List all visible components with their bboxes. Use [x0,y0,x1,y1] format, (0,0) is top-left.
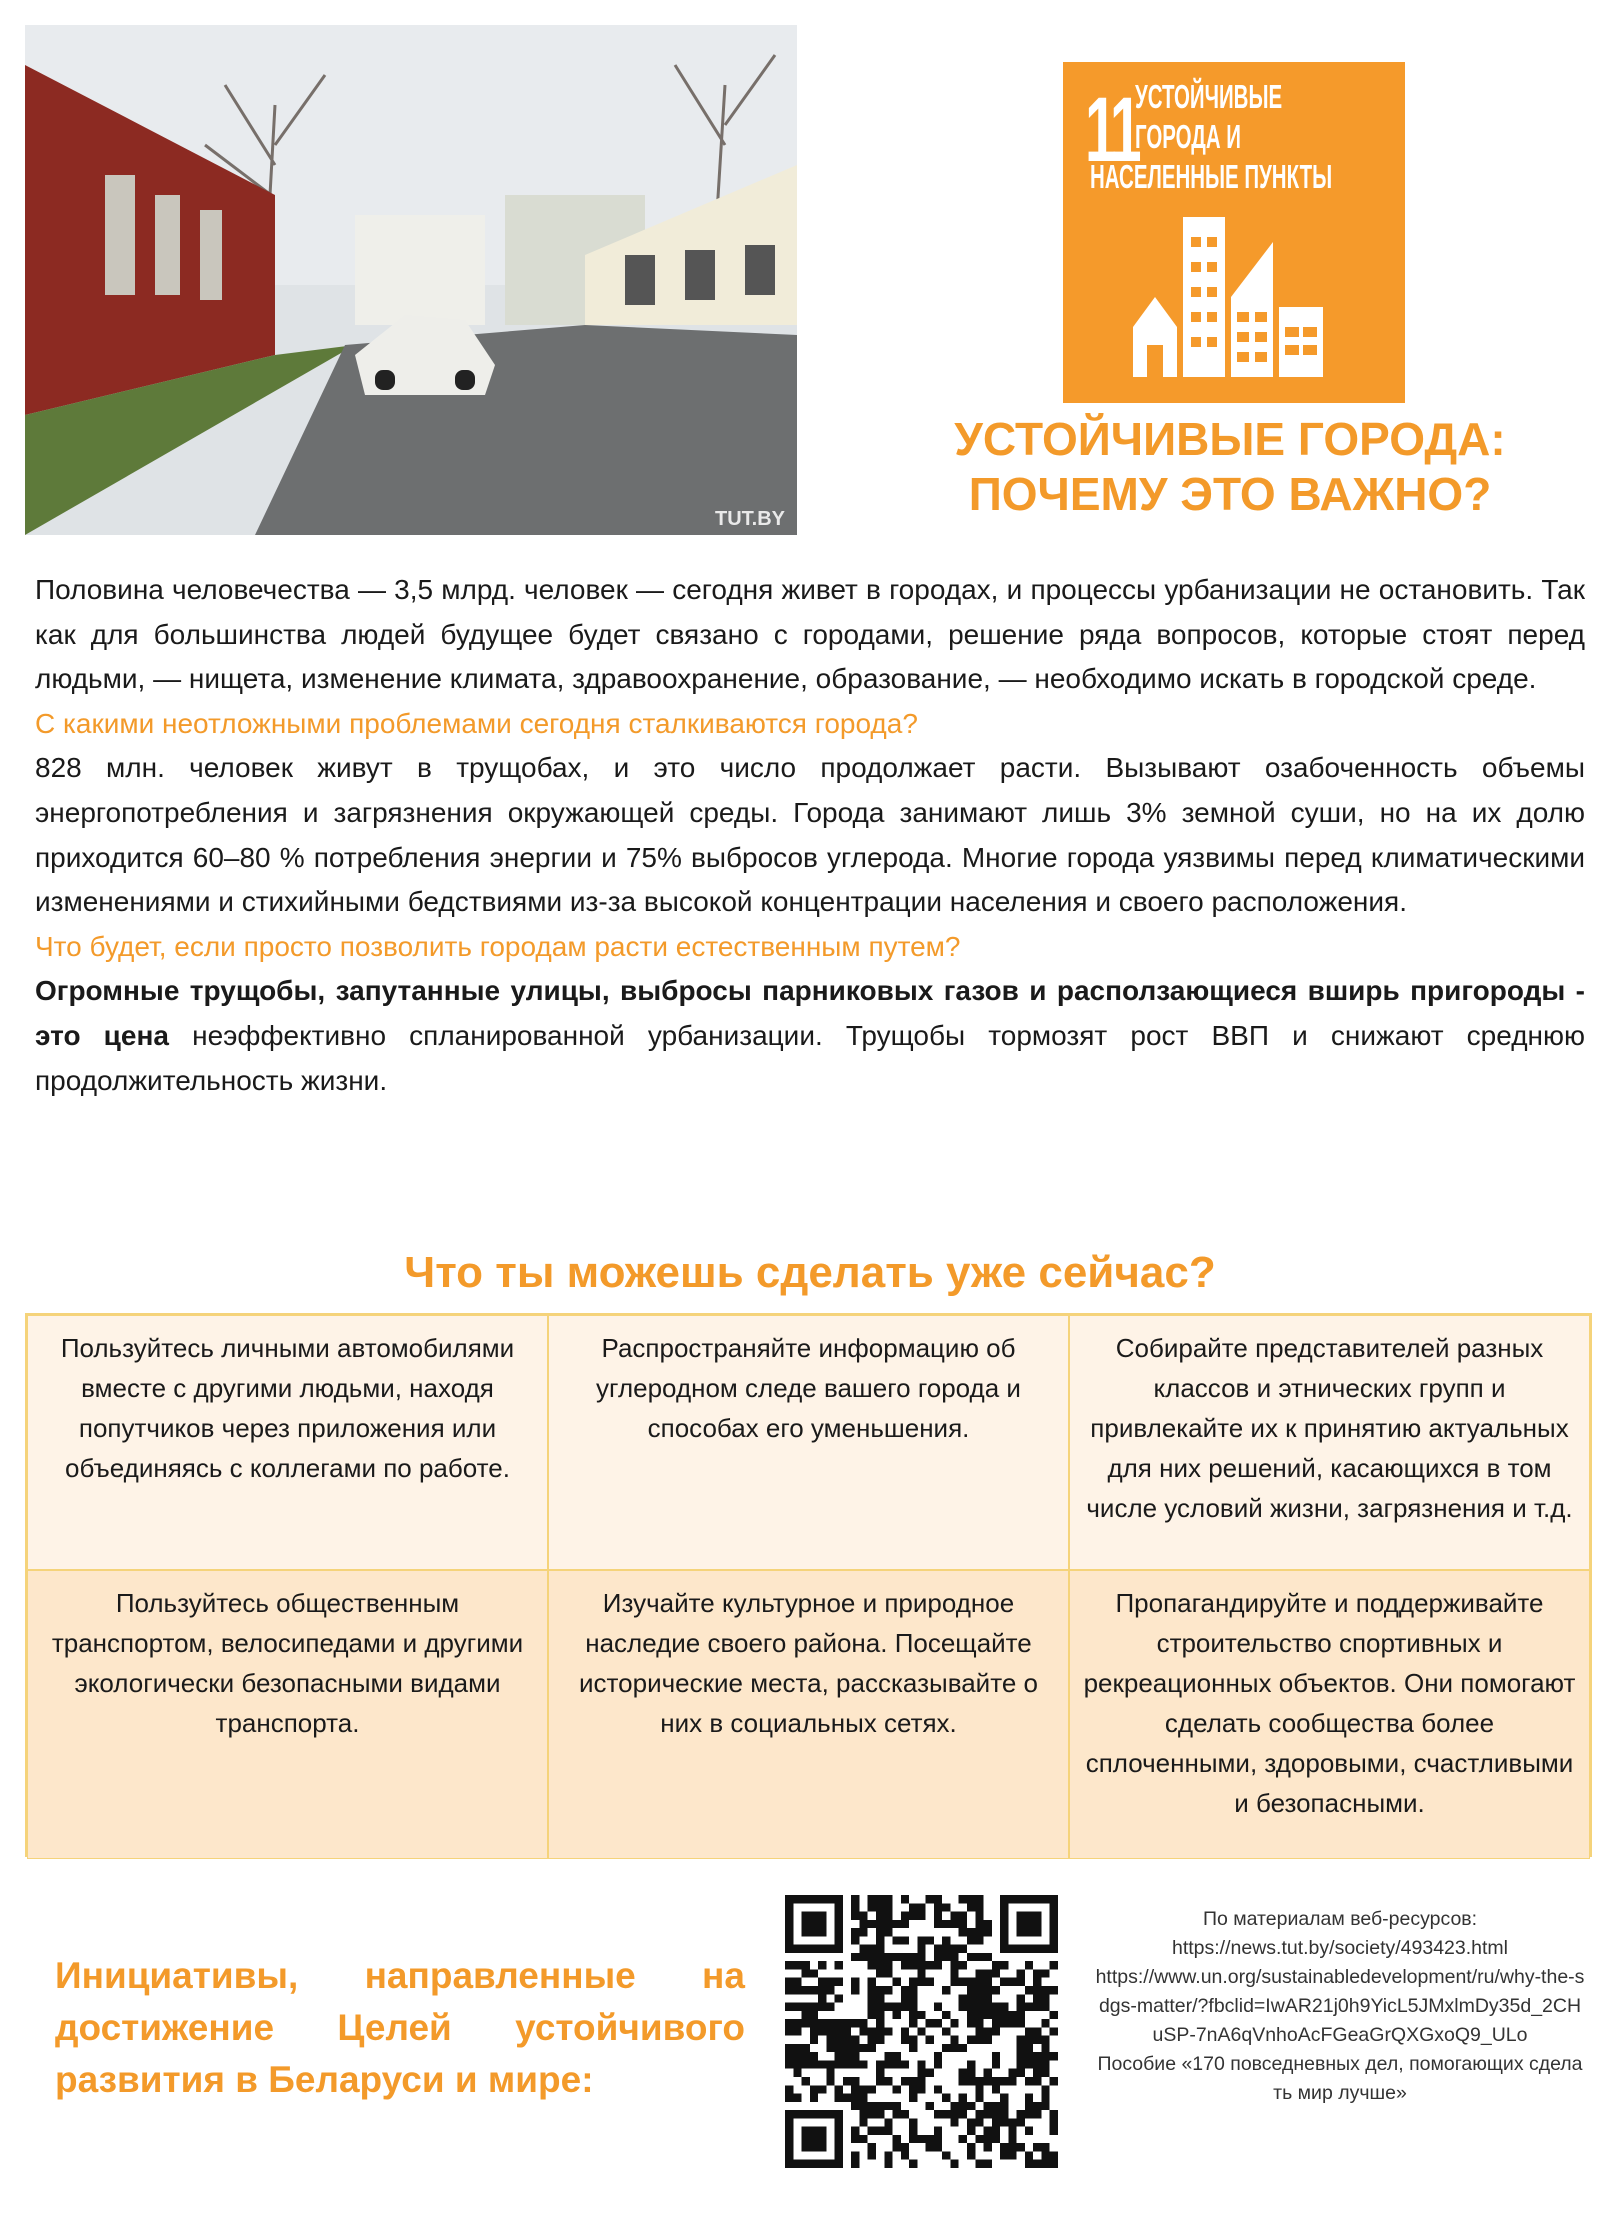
paragraph-intro: Половина человечества — 3,5 млрд. человек — сегодня живет в городах, и процессы урбанизации не остановить. Так как для большинства людей будущее будет связано с городами, решение ряда вопросов, которые стоят перед людьми, — нищета, изменение климата, здравоохранение, образование, — необходимо искать в городской среде. [35,574,1585,695]
initiatives-heading: Инициативы, направленные на достижение Целей устойчивого развития в Беларуси и мире: [55,1955,745,2100]
street-photo [25,25,797,535]
question-problems: С какими неотложными проблемами сегодня сталкиваются города? [35,707,918,739]
action-cell: Изучайте культурное и природное наследие своего района. Посещайте исторические места, рассказывайте о них в социальных сетях. [548,1570,1069,1859]
source-book: Пособие «170 повседневных дел, помогающих сделать мир лучше» [1097,2053,1583,2104]
logo-line1: УСТОЙЧИВЫЕ [1135,78,1283,115]
sources [1095,1905,1585,2108]
logo-number: 11 [1085,79,1138,181]
source-link[interactable]: https://www.un.org/sustainabledevelopment/ru/why-the-sdgs-matter/?fbclid=IwAR21j0h9YicL5JMxlmDy35d_2CHuSP-7nA6qVnhoAcFGeaGrQXGxoQ9_ULo [1095,1966,1585,2046]
growth-bold: Огромные трущобы, запутанные улицы, выбросы парниковых газов и расползающиеся вширь пригороды - это цена [35,975,1585,1051]
photo-watermark: TUT.BY [715,508,785,530]
logo-line2: ГОРОДА И [1135,118,1242,155]
paragraph-growth [35,969,1585,1103]
action-cell: Распространяйте информацию об углеродном следе вашего города и способах его уменьшения. [548,1315,1069,1570]
action-cell: Пользуйтесь личными автомобилями вместе с другими людьми, находя попутчиков через приложения или объединяясь с коллегами по работе. [27,1315,548,1570]
body-text [35,568,1585,1103]
actions-table [25,1313,1592,1857]
title-line2: ПОЧЕМУ ЭТО ВАЖНО? [968,468,1492,520]
sources-label: По материалам веб-ресурсов: [1202,1908,1478,1930]
source-link[interactable]: https://news.tut.by/society/493423.html [1171,1937,1508,1959]
qr-code[interactable] [785,1895,1058,2168]
action-cell: Собирайте представителей разных классов и этнических групп и привлекайте их к принятию актуальных для них решений, касающихся в том числе условий жизни, загрязнения и т.д. [1069,1315,1590,1570]
logo-line3: НАСЕЛЕННЫЕ ПУНКТЫ [1090,158,1333,195]
title-line1: УСТОЙЧИВЫЕ ГОРОДА: [954,413,1506,465]
sdg-11-logo [1063,62,1405,403]
question-growth: Что будет, если просто позволить городам расти естественным путем? [35,930,961,962]
actions-heading: Что ты можешь сделать уже сейчас? [404,1248,1216,1297]
action-cell: Пользуйтесь общественным транспортом, велосипедами и другими экологически безопасными видами транспорта. [27,1570,548,1859]
city-buildings-icon [1133,217,1333,377]
action-cell: Пропагандируйте и поддерживайте строительство спортивных и рекреационных объектов. Они помогают сделать сообщества более сплоченными, здоровыми, счастливыми и безопасными. [1069,1570,1590,1859]
page-title [900,412,1560,522]
growth-rest: неэффективно спланированной урбанизации. Трущобы тормозят рост ВВП и снижают среднюю продолжительность жизни. [35,1019,1585,1096]
paragraph-problems: 828 млн. человек живут в трущобах, и это число продолжает расти. Вызывают озабоченность объемы энергопотребления и загрязнения окружающей среды. Города занимают лишь 3% земной суши, но на их долю приходится 60–80 % потребления энергии и 75% выбросов углерода. Многие города уязвимы перед климатическими изменениями и стихийными бедствиями из-за высокой концентрации населения и своего расположения. [35,752,1585,918]
